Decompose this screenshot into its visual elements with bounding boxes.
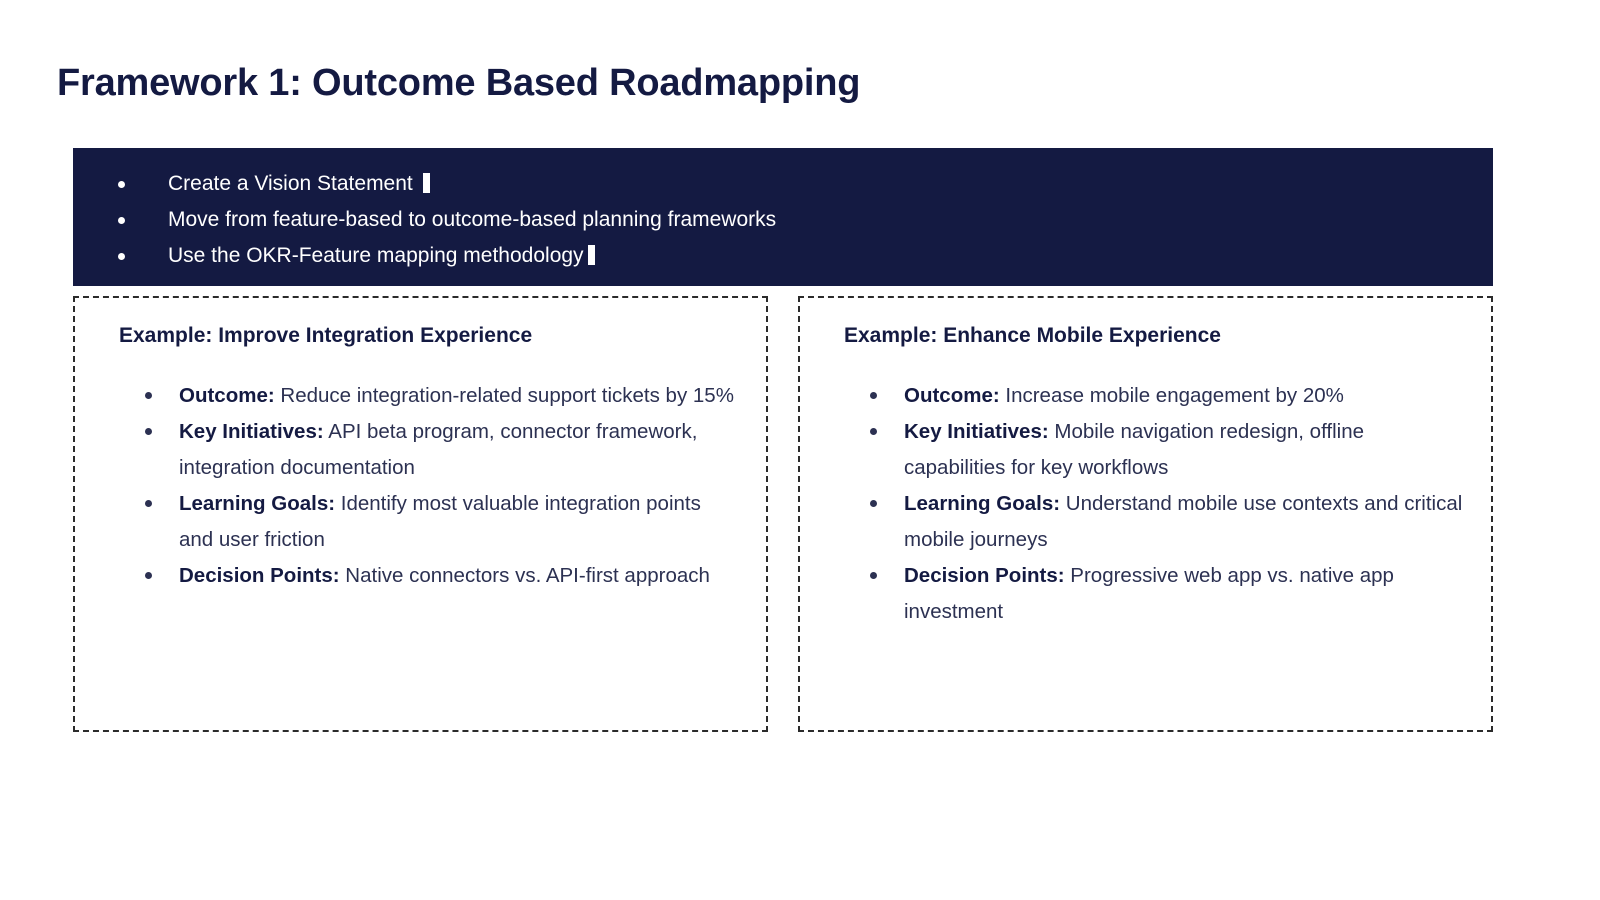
bullet-text: Reduce integration-related support tickets by 15%: [274, 384, 734, 407]
bullet-dot-icon: [118, 217, 125, 224]
example-card-integration: [73, 296, 768, 732]
example-card-mobile: [798, 296, 1493, 732]
card-title: Example: Improve Integration Experience: [119, 324, 533, 347]
bullet-label: Outcome:: [904, 384, 1000, 407]
bullet-text: Understand mobile use contexts and critical mobile journeys: [904, 492, 1463, 551]
bullet-text: Mobile navigation redesign, offline capabilities for key workflows: [904, 420, 1365, 479]
bullet-label: Decision Points:: [179, 564, 340, 587]
page-title: Framework 1: Outcome Based Roadmapping: [57, 62, 861, 104]
text-cursor-icon: [588, 245, 595, 265]
list-item: [73, 238, 1493, 274]
list-item: [73, 166, 1493, 202]
bullet-label: Learning Goals:: [179, 492, 336, 515]
bullet-dot-icon: [145, 392, 152, 399]
bullet-dot-icon: [870, 500, 877, 507]
bullet-dot-icon: [145, 428, 152, 435]
list-item: [826, 378, 1465, 414]
list-item: [826, 414, 1465, 486]
list-item: [101, 486, 740, 558]
list-item: [101, 378, 740, 414]
list-item: [101, 414, 740, 486]
bullet-label: Outcome:: [179, 384, 275, 407]
card-bullet-list: [826, 378, 1465, 630]
list-item: [826, 486, 1465, 558]
bullet-dot-icon: [145, 500, 152, 507]
key-points-banner: [73, 148, 1493, 286]
bullet-dot-icon: [870, 392, 877, 399]
bullet-label: Decision Points:: [904, 564, 1065, 587]
bullet-dot-icon: [870, 428, 877, 435]
bullet-dot-icon: [118, 181, 125, 188]
bullet-text: Identify most valuable integration points and user friction: [179, 492, 701, 551]
banner-item-text: Move from feature-based to outcome-based planning frameworks: [168, 208, 777, 231]
card-title: Example: Enhance Mobile Experience: [844, 324, 1221, 347]
key-points-list: [73, 166, 1493, 274]
bullet-text: Increase mobile engagement by 20%: [999, 384, 1344, 407]
banner-item-text: Use the OKR-Feature mapping methodology: [168, 244, 584, 267]
bullet-text: Native connectors vs. API-first approach: [339, 564, 710, 587]
bullet-text: API beta program, connector framework, integration documentation: [179, 420, 698, 479]
card-bullet-list: [101, 378, 740, 594]
bullet-dot-icon: [145, 572, 152, 579]
bullet-label: Key Initiatives:: [179, 420, 324, 443]
banner-item-text: Create a Vision Statement: [168, 172, 419, 195]
bullet-label: Learning Goals:: [904, 492, 1061, 515]
bullet-label: Key Initiatives:: [904, 420, 1049, 443]
text-cursor-icon: [423, 173, 430, 193]
bullet-dot-icon: [118, 253, 125, 260]
list-item: [101, 558, 740, 594]
list-item: [826, 558, 1465, 630]
bullet-dot-icon: [870, 572, 877, 579]
list-item: [73, 202, 1493, 238]
bullet-text: Progressive web app vs. native app investment: [904, 564, 1394, 623]
